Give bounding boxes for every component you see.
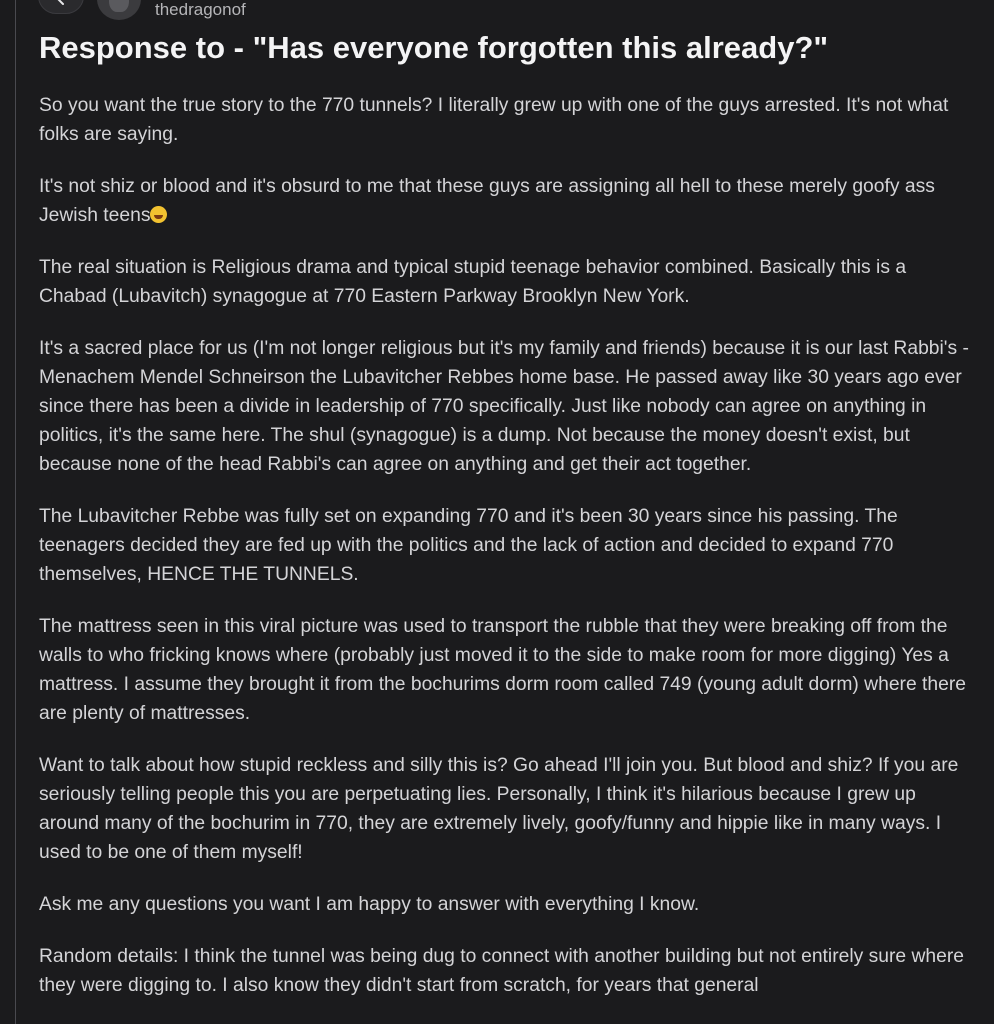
chevron-left-icon	[54, 0, 68, 5]
post-body	[39, 91, 969, 1023]
rolling-on-floor-laughing-emoji-icon	[150, 206, 167, 223]
post-title: Response to - "Has everyone forgotten this already?"	[39, 30, 829, 65]
paragraph: Random details: I think the tunnel was being dug to connect with another building but not entirely sure where they were digging to. I also know they didn't start from scratch, for years that general	[39, 946, 965, 996]
paragraph: Want to talk about how stupid reckless and silly this is? Go ahead I'll join you. But blood and shiz? If you are seriously telling people this you are perpetuating lies. Personally, I think it's hilarious because I grew up around many of the bochurim in 770, they are extremely lively, goofy/funny and hippie like in many ways. I used to be one of them myself!	[39, 755, 959, 863]
paragraph: It's a sacred place for us (I'm not longer religious but it's my family and friends) because it is our last Rabbi's - Menachem Mendel Schneirson the Lubavitcher Rebbes home base. He passed away like 30 years ago ever since there has been a divide in leadership of 770 specifically. Just like nobody can agree on anything in politics, it's the same here. The shul (synagogue) is a dump. Not because the money doesn't exist, but because none of the head Rabbi's can agree on anything and get their act together.	[39, 338, 969, 475]
avatar-icon	[109, 0, 129, 12]
thread-line	[15, 0, 16, 1024]
post-header	[0, 0, 994, 22]
paragraph-text: It's not shiz or blood and it's obsurd to me that these guys are assigning all hell to these merely goofy ass Jewish teens	[39, 176, 935, 226]
avatar[interactable]	[97, 0, 141, 20]
paragraph: The Lubavitcher Rebbe was fully set on expanding 770 and it's been 30 years since his passing. The teenagers decided they are fed up with the politics and the lack of action and decided to expand 770 themselves, HENCE THE TUNNELS.	[39, 506, 898, 585]
username[interactable]: thedragonof	[155, 0, 246, 19]
paragraph	[39, 172, 969, 230]
paragraph: So you want the true story to the 770 tunnels? I literally grew up with one of the guys arrested. It's not what folks are saying.	[39, 95, 949, 145]
paragraph: The mattress seen in this viral picture was used to transport the rubble that they were breaking off from the walls to who fricking knows where (probably just moved it to the side to make room for more digging) Yes a mattress. I assume they brought it from the bochurims dorm room called 749 (young adult dorm) where there are plenty of mattresses.	[39, 616, 966, 724]
paragraph: Ask me any questions you want I am happy to answer with everything I know.	[39, 894, 700, 915]
back-button[interactable]	[38, 0, 84, 14]
paragraph: The real situation is Religious drama and typical stupid teenage behavior combined. Basically this is a Chabad (Lubavitch) synagogue at 770 Eastern Parkway Brooklyn New York.	[39, 257, 907, 307]
